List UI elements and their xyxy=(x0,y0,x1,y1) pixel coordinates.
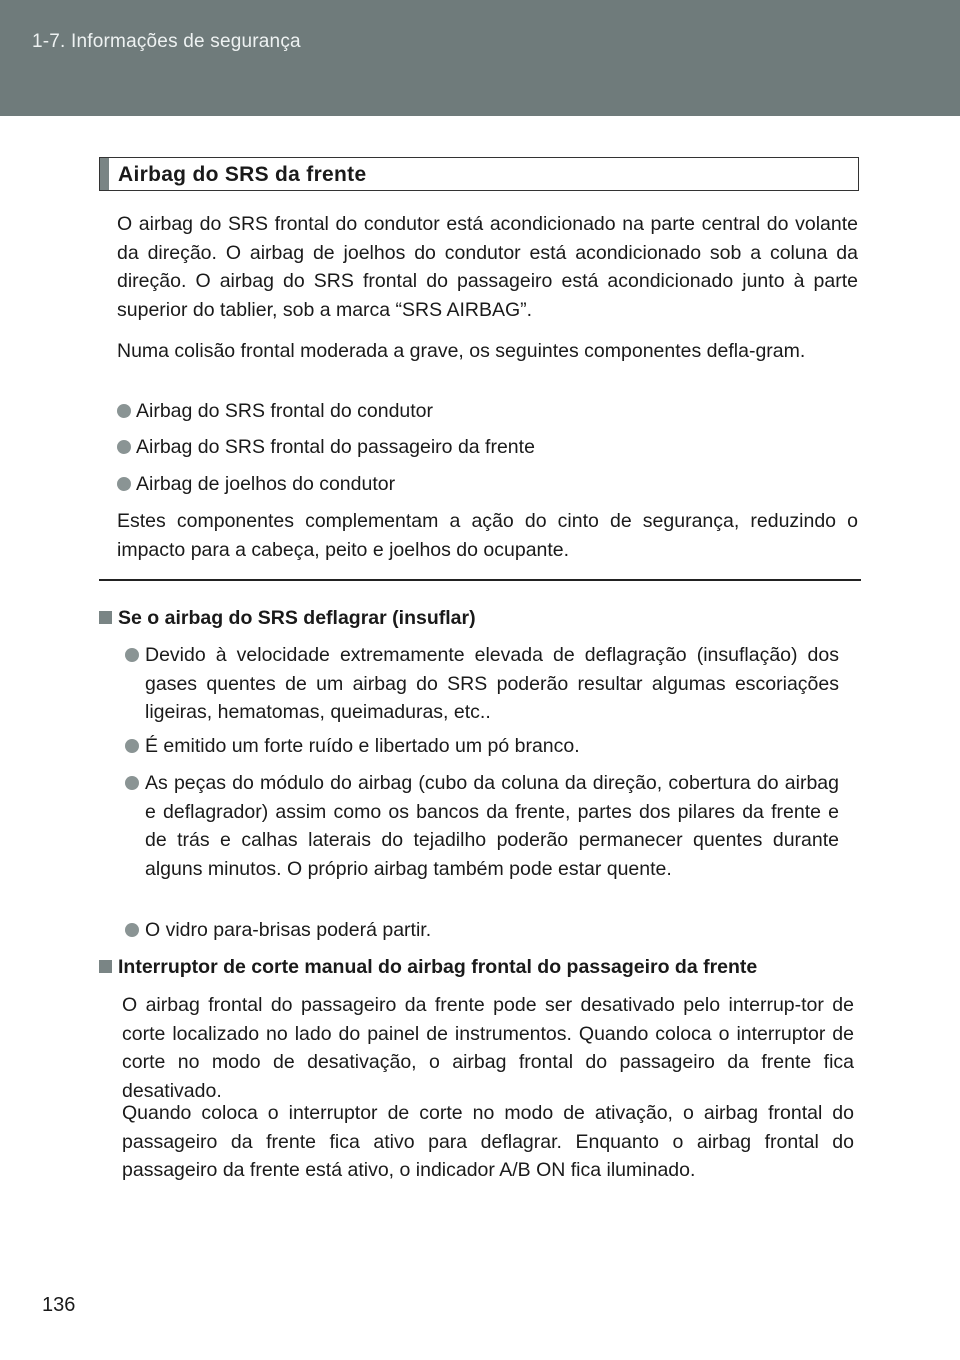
bullet-dot-icon xyxy=(125,776,139,790)
subheading-switch: Interruptor de corte manual do airbag frontal do passageiro da frente xyxy=(99,953,757,981)
bullet-dot-icon xyxy=(117,477,131,491)
switch-paragraph-2: Quando coloca o interruptor de corte no modo de ativação, o airbag frontal do passageiro da frente fica ativo para deflagrar. Enquanto o airbag frontal do passageiro da frente está ativo, o indicador A/B ON fica iluminado. xyxy=(122,1102,854,1181)
list-item: Airbag de joelhos do condutor xyxy=(117,470,395,499)
square-bullet-icon xyxy=(99,611,112,624)
section-divider xyxy=(99,579,861,581)
list-item: O vidro para-brisas poderá partir. xyxy=(145,916,839,945)
section-title-box xyxy=(99,157,859,191)
title-accent-bar xyxy=(100,158,109,190)
header-band xyxy=(0,0,960,116)
subheading-deploy: Se o airbag do SRS deflagrar (insuflar) xyxy=(99,604,476,632)
bullet-dot-icon xyxy=(125,923,139,937)
list-item: É emitido um forte ruído e libertado um pó branco. xyxy=(145,732,839,761)
list-item: As peças do módulo do airbag (cubo da coluna da direção, cobertura do airbag e deflagrador) assim como os bancos da frente, partes dos pilares da frente e de trás e calhas laterais do tejadilho poderão permanecer quentes durante alguns minutos. O próprio airbag também pode estar quente. xyxy=(145,769,839,883)
list-item: Airbag do SRS frontal do condutor xyxy=(117,397,433,426)
list-item: Airbag do SRS frontal do passageiro da frente xyxy=(117,433,535,462)
page-number: 136 xyxy=(42,1294,76,1316)
square-bullet-icon xyxy=(99,960,112,973)
intro-paragraph-2: Numa colisão frontal moderada a grave, os seguintes componentes defla-gram. xyxy=(117,340,806,362)
bullet-dot-icon xyxy=(125,739,139,753)
section-title: Airbag do SRS da frente xyxy=(118,163,367,186)
bullet-dot-icon xyxy=(117,404,131,418)
intro-paragraph-3: Estes componentes complementam a ação do cinto de segurança, reduzindo o impacto para a cabeça, peito e joelhos do ocupante. xyxy=(117,510,858,561)
intro-paragraph-1: O airbag do SRS frontal do condutor está acondicionado na parte central do volante da direção. O airbag de joelhos do condutor está acondicionado sob a coluna da direção. O airbag do SRS frontal do passageiro está acondicionado junto à parte superior do tablier, sob a marca “SRS AIRBAG”. xyxy=(117,213,858,321)
switch-paragraph-1: O airbag frontal do passageiro da frente pode ser desativado pelo interrup-tor de corte localizado no lado do painel de instrumentos. Quando coloca o interruptor de corte no modo de desativação, o airbag frontal do passageiro da frente fica desativado. xyxy=(122,994,854,1102)
bullet-dot-icon xyxy=(125,648,139,662)
section-label: 1-7. Informações de segurança xyxy=(32,31,301,52)
list-item: Devido à velocidade extremamente elevada de deflagração (insuflação) dos gases quentes de um airbag do SRS poderão resultar algumas escoriações ligeiras, hematomas, queimaduras, etc.. xyxy=(145,641,839,727)
bullet-dot-icon xyxy=(117,440,131,454)
